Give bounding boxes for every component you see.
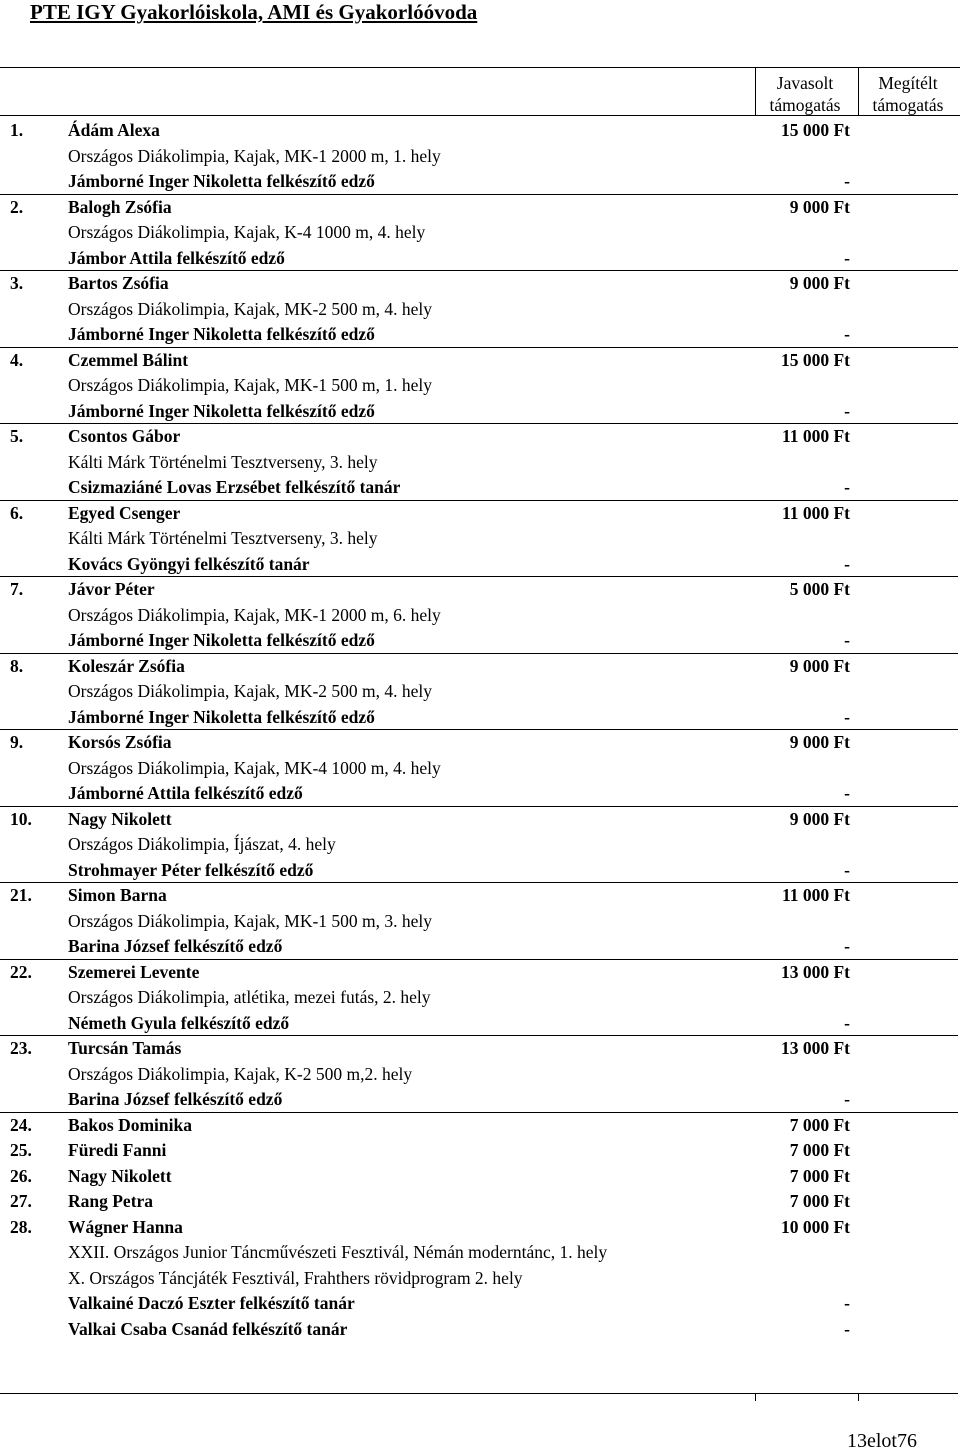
entry-separator (0, 500, 958, 501)
proposed-amount: 9 000 Ft (789, 273, 850, 293)
coach-amount-dash: - (844, 859, 850, 880)
coach-amount-dash: - (844, 783, 850, 803)
coach-text: Jámborné Attila felkészítő edző (68, 783, 303, 803)
proposed-amount: 11 000 Ft (781, 885, 850, 905)
coach-amount-dash: - (844, 706, 850, 727)
student-name: Simon Barna (68, 885, 167, 905)
coach-amount-dash: - (844, 1293, 850, 1313)
entry-separator (0, 1112, 958, 1113)
document-title: PTE IGY Gyakorlóiskola, AMI és Gyakorlóóvoda (30, 0, 478, 24)
entry-number: 2. (10, 196, 24, 217)
student-name: Szemerei Levente (68, 961, 200, 982)
coach-text: Jámborné Inger Nikoletta felkészítő edző (68, 400, 375, 421)
student-name: Bakos Dominika (68, 1114, 192, 1135)
achievement-text: Országos Diákolimpia, Kajak, MK-2 500 m, 4. hely (68, 298, 433, 319)
student-name: Wágner Hanna (68, 1216, 183, 1237)
achievement-text: Országos Diákolimpia, Kajak, MK-1 2000 m, 1. hely (68, 145, 441, 166)
proposed-amount: 13 000 Ft (780, 1038, 850, 1058)
student-name: Egyed Csenger (68, 502, 181, 523)
achievement-text: Országos Diákolimpia, Kajak, K-4 1000 m, 4. hely (68, 222, 426, 242)
proposed-amount: 9 000 Ft (789, 732, 850, 752)
entry-number: 26. (10, 1165, 32, 1186)
entry-separator (0, 729, 958, 730)
proposed-amount: 9 000 Ft (789, 808, 850, 829)
coach-text: Jámborné Inger Nikoletta felkészítő edző (68, 630, 375, 650)
student-name: Bartos Zsófia (68, 273, 169, 293)
coach-amount-dash: - (844, 1089, 850, 1109)
proposed-amount: 13 000 Ft (780, 961, 850, 982)
achievement-text: Országos Diákolimpia, Kajak, MK-4 1000 m, 4. hely (68, 757, 441, 778)
entry-separator (0, 1035, 958, 1036)
column-divider (858, 67, 859, 115)
entry-number: 22. (10, 961, 32, 982)
entry-number: 8. (10, 655, 24, 676)
header-megitelt-line2: támogatás (872, 95, 944, 115)
coach-amount-dash: - (844, 936, 850, 956)
achievement-text: Országos Diákolimpia, Kajak, MK-1 500 m, 3. hely (68, 910, 433, 931)
entry-separator (0, 806, 958, 807)
achievement-text: Országos Diákolimpia, Kajak, MK-1 500 m, 1. hely (68, 375, 433, 395)
student-name: Jávor Péter (68, 579, 155, 599)
coach-text: Jámbor Attila felkészítő edző (68, 247, 285, 268)
coach-amount-dash: - (844, 400, 850, 421)
entry-number: 6. (10, 502, 24, 523)
entry-number: 23. (10, 1038, 32, 1058)
coach-text: Strohmayer Péter felkészítő edző (68, 859, 314, 880)
coach-amount-dash: - (844, 630, 850, 650)
achievement-text: Országos Diákolimpia, Kajak, MK-1 2000 m, 6. hely (68, 604, 441, 625)
coach-amount-dash: - (844, 171, 850, 191)
student-name: Balogh Zsófia (68, 196, 172, 217)
student-name: Rang Petra (68, 1191, 154, 1211)
header-rule (0, 115, 960, 116)
header-javasolt (755, 72, 855, 116)
entry-number: 3. (10, 273, 24, 293)
coach-text: Jámborné Inger Nikoletta felkészítő edző (68, 324, 375, 344)
achievement-text: Országos Diákolimpia, atlétika, mezei futás, 2. hely (68, 987, 431, 1007)
header-megitelt (860, 72, 956, 116)
proposed-amount: 15 000 Ft (780, 120, 850, 140)
achievement-text: X. Országos Táncjáték Fesztivál, Frahthers rövidprogram 2. hely (68, 1267, 523, 1288)
proposed-amount: 5 000 Ft (789, 579, 850, 599)
student-name: Ádám Alexa (68, 120, 160, 140)
proposed-amount: 9 000 Ft (789, 655, 850, 676)
column-divider (858, 1393, 859, 1401)
entry-separator (0, 653, 958, 654)
entry-separator (0, 270, 958, 271)
entry-number: 10. (10, 808, 32, 829)
achievement-text: Országos Diákolimpia, Íjászat, 4. hely (68, 834, 336, 854)
proposed-amount: 15 000 Ft (780, 349, 850, 370)
coach-text: Jámborné Inger Nikoletta felkészítő edző (68, 706, 375, 727)
entry-number: 25. (10, 1140, 32, 1160)
coach-text: Barina József felkészítő edző (68, 1089, 283, 1109)
entry-separator (0, 194, 958, 195)
header-javasolt-line1: Javasolt (776, 73, 834, 93)
coach-amount-dash: - (844, 477, 850, 497)
entry-separator (0, 347, 958, 348)
achievement-text: Kálti Márk Történelmi Tesztverseny, 3. hely (68, 528, 378, 548)
coach-amount-dash: - (844, 553, 850, 574)
proposed-amount: 10 000 Ft (780, 1216, 850, 1237)
entry-number: 9. (10, 732, 24, 752)
entry-number: 7. (10, 579, 24, 599)
proposed-amount: 7 000 Ft (789, 1114, 850, 1135)
student-name: Csontos Gábor (68, 426, 181, 446)
entry-number: 27. (10, 1191, 32, 1211)
entry-separator (0, 576, 958, 577)
student-name: Czemmel Bálint (68, 349, 189, 370)
table-bottom-rule (0, 1393, 958, 1394)
entry-number: 4. (10, 349, 24, 370)
header-megitelt-line1: Megítélt (878, 73, 938, 93)
coach-text: Németh Gyula felkészítő edző (68, 1012, 290, 1033)
coach-amount-dash: - (844, 1012, 850, 1033)
proposed-amount: 11 000 Ft (781, 502, 850, 523)
student-name: Nagy Nikolett (68, 1165, 172, 1186)
achievement-text: XXII. Országos Junior Táncművészeti Fesztivál, Némán moderntánc, 1. hely (68, 1242, 608, 1262)
proposed-amount: 7 000 Ft (789, 1165, 850, 1186)
achievement-text: Kálti Márk Történelmi Tesztverseny, 3. hely (68, 451, 378, 472)
entry-number: 21. (10, 885, 32, 905)
entry-separator (0, 882, 958, 883)
coach-text: Kovács Gyöngyi felkészítő tanár (68, 553, 310, 574)
header-javasolt-line2: támogatás (769, 95, 841, 115)
entry-separator (0, 959, 958, 960)
student-name: Nagy Nikolett (68, 808, 172, 829)
entry-number: 28. (10, 1216, 32, 1237)
page-code: 13elot76 (847, 1430, 917, 1452)
entry-number: 1. (10, 120, 24, 140)
table-top-rule (0, 67, 960, 68)
coach-amount-dash: - (844, 1318, 850, 1339)
entry-number: 5. (10, 426, 24, 446)
achievement-text: Országos Diákolimpia, Kajak, K-2 500 m,2. hely (68, 1063, 413, 1084)
entry-separator (0, 423, 958, 424)
proposed-amount: 11 000 Ft (781, 426, 850, 446)
student-name: Koleszár Zsófia (68, 655, 185, 676)
proposed-amount: 7 000 Ft (789, 1140, 850, 1160)
achievement-text: Országos Diákolimpia, Kajak, MK-2 500 m, 4. hely (68, 681, 433, 701)
entry-number: 24. (10, 1114, 32, 1135)
student-name: Füredi Fanni (68, 1140, 167, 1160)
coach-text: Jámborné Inger Nikoletta felkészítő edző (68, 171, 375, 191)
student-name: Turcsán Tamás (68, 1038, 182, 1058)
coach-amount-dash: - (844, 247, 850, 268)
coach-text: Valkainé Daczó Eszter felkészítő tanár (68, 1293, 355, 1313)
column-divider (755, 1393, 756, 1401)
coach-amount-dash: - (844, 324, 850, 344)
proposed-amount: 7 000 Ft (789, 1191, 850, 1211)
proposed-amount: 9 000 Ft (789, 196, 850, 217)
coach-text: Barina József felkészítő edző (68, 936, 283, 956)
coach-text: Valkai Csaba Csanád felkészítő tanár (68, 1318, 348, 1339)
student-name: Korsós Zsófia (68, 732, 172, 752)
coach-text: Csizmaziáné Lovas Erzsébet felkészítő tanár (68, 477, 401, 497)
